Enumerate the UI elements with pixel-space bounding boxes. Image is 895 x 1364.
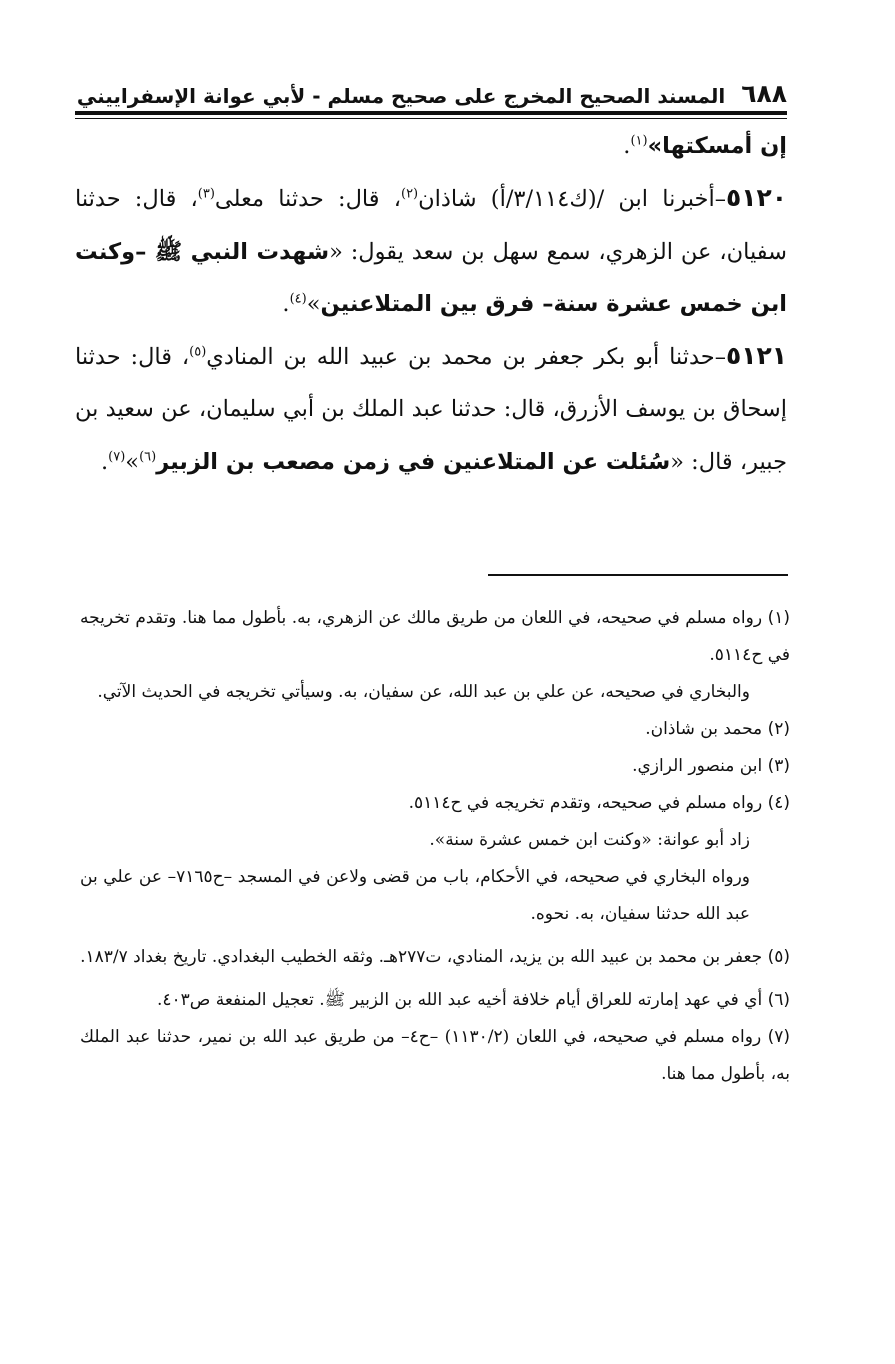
hadith-text: ، قال: حدثنا سفيان، عن الزهري، سمع سهل بن سعد يقول: « xyxy=(75,186,787,265)
footnote-mark: (٢) xyxy=(767,719,790,739)
footnote-4-extra-1: زاد أبو عوانة: «وكنت ابن خمس عشرة سنة». xyxy=(429,830,750,850)
hadith-text: –أخبرنا ابن /(ك٣/١١٤/أ) شاذان xyxy=(418,186,726,213)
continuation-line: إن أمسكتها»$^{(١)}$. xyxy=(623,133,787,159)
footnote-mark: (٣) xyxy=(767,756,790,776)
hadith-text: ، قال: حدثنا إسحاق بن يوسف الأزرق، قال: حدثنا عبد الملك بن أبي سليمان، عن سعيد بن جبير، قال: « xyxy=(75,344,787,475)
footnote-mark: (٤) xyxy=(767,793,790,813)
header-rule-thin xyxy=(75,118,787,119)
footnote-text: محمد بن شاذان. xyxy=(645,719,763,739)
footnote-ref: (٤) xyxy=(289,291,307,307)
footnote-ref: (٦) xyxy=(139,449,157,465)
footnote-1-extra: والبخاري في صحيحه، عن علي بن عبد الله، عن سفيان، به. وسيأتي تخريجه في الحديث الآتي. xyxy=(97,682,750,702)
footnote-4 xyxy=(80,785,790,822)
footnote-1 xyxy=(80,600,790,674)
footnote-4-extra-2: ورواه البخاري في صحيحه، في الأحكام، باب من قضى ولاعن في المسجد –ح٧١٦٥– عن علي بن عبد الله حدثنا سفيان، به. نحوه. xyxy=(80,867,750,924)
footnote-ref: (٥) xyxy=(189,344,207,360)
footnote-text: رواه مسلم في صحيحه، في اللعان (١١٣٠/٢) –ح٤– من طريق عبد الله بن نمير، حدثنا عبد الملك به، بأطول مما هنا. xyxy=(80,1027,790,1084)
footnotes xyxy=(80,600,790,1093)
header-rule-thick xyxy=(75,111,787,115)
footnote-2 xyxy=(80,711,790,748)
footnote-mark: (٧) xyxy=(767,1027,790,1047)
quote-end: إن أمسكتها» xyxy=(647,133,787,159)
footnote-text: ابن منصور الرازي. xyxy=(632,756,763,776)
footnote-7 xyxy=(80,1019,790,1093)
hadith-5121 xyxy=(75,330,787,488)
footnote-5 xyxy=(80,939,790,976)
main-text xyxy=(75,120,787,488)
hadith-text: . xyxy=(282,290,290,317)
hadith-text: » xyxy=(125,448,140,475)
hadith-number: ٥١٢٠ xyxy=(725,183,788,213)
footnote-text: جعفر بن محمد بن عبيد الله بن يزيد، المنادي، ت٢٧٧هـ. وثقه الخطيب البغدادي. تاريخ بغداد ١٨٣/٧. xyxy=(80,947,763,967)
footnote-mark: (٥) xyxy=(767,947,790,967)
hadith-text: » xyxy=(306,290,321,317)
hadith-matn: شهدت النبي ﷺ –وكنت ابن خمس عشرة سنة– فرق بين المتلاعنين xyxy=(75,238,787,317)
footnote-ref: (٧) xyxy=(108,449,126,465)
running-title: المسند الصحيح المخرج على صحيح مسلم - لأبي عوانة الإسفراييني xyxy=(76,84,726,108)
running-header xyxy=(75,70,787,108)
hadith-number: ٥١٢١ xyxy=(725,341,787,371)
footnote-ref: (١) xyxy=(630,133,648,149)
hadith-5120 xyxy=(75,172,787,330)
hadith-text: –حدثنا أبو بكر جعفر بن محمد بن عبيد الله بن المنادي xyxy=(206,344,726,371)
footnote-ref: (٣) xyxy=(197,186,215,202)
footnote-text: رواه مسلم في صحيحه، في اللعان من طريق مالك عن الزهري، به. بأطول مما هنا. وتقدم تخريجه في ح٥١١٤. xyxy=(80,608,790,665)
footnote-mark: (٦) xyxy=(767,990,790,1010)
footnote-6 xyxy=(80,982,790,1019)
footnote-mark: (١) xyxy=(767,608,791,628)
footnote-3 xyxy=(80,748,790,785)
hadith-matn: سُئلت عن المتلاعنين في زمن مصعب بن الزبير xyxy=(156,448,671,475)
footnote-ref: (٢) xyxy=(400,186,419,202)
footnote-separator xyxy=(488,574,788,576)
footnote-text: رواه مسلم في صحيحه، وتقدم تخريجه في ح٥١١٤. xyxy=(408,793,763,813)
page-number: ٦٨٨ xyxy=(741,79,787,108)
hadith-text: ، قال: حدثنا معلى xyxy=(214,186,401,213)
footnote-text: أي في عهد إمارته للعراق أيام خلافة أخيه عبد الله بن الزبير ﷺ. تعجيل المنفعة ص٤٠٣. xyxy=(156,990,763,1010)
hadith-text: . xyxy=(101,448,109,475)
